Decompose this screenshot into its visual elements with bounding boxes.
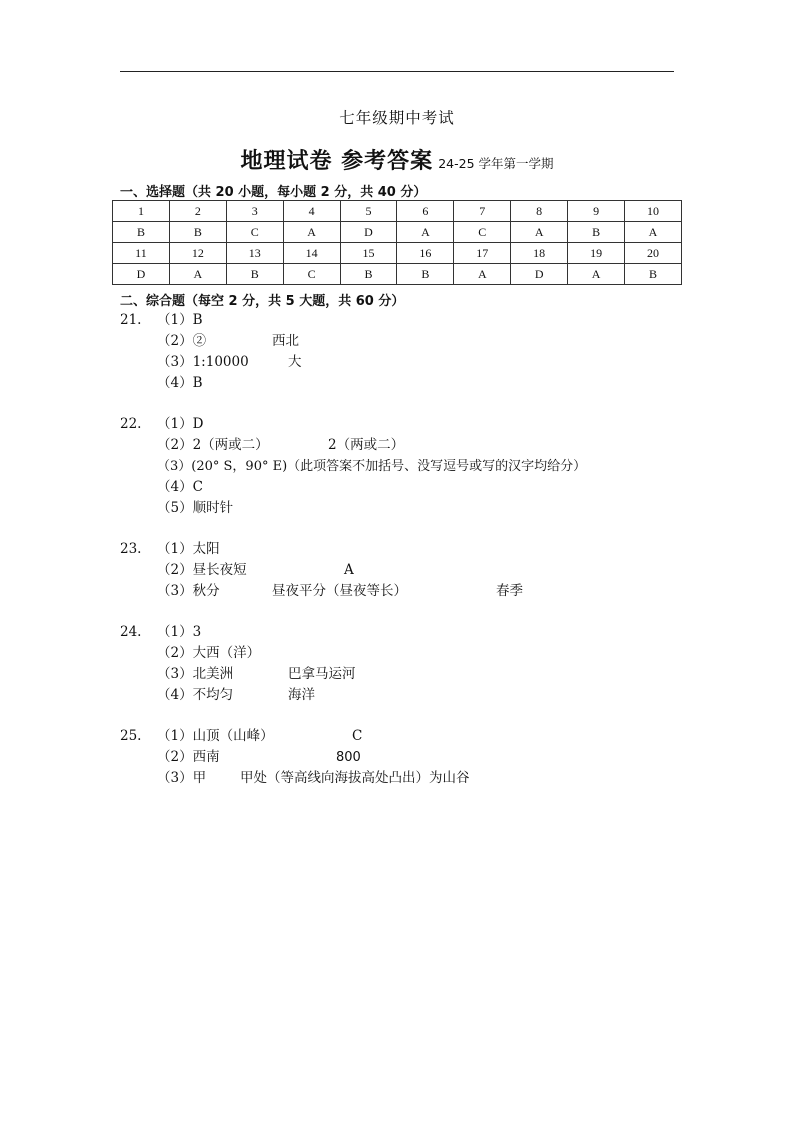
q24-line-4 [120,685,780,706]
answer-text: （1）太阳 [157,541,220,557]
question-number-cell: 5 [340,201,397,222]
answer-cell: C [454,222,511,243]
q22-line-1 [120,414,780,435]
question-25 [120,726,780,789]
question-number: 24. [120,624,142,640]
answer-text: （2）西南 [157,749,220,765]
answer-cell: B [625,264,682,285]
answer-cell: A [283,222,340,243]
answer-cell: A [397,222,454,243]
question-number-cell: 9 [568,201,625,222]
q22-line-3 [120,456,780,477]
answer-text: 海洋 [288,687,315,703]
q22-line-2 [120,435,780,456]
answer-cell: B [397,264,454,285]
answer-text: 800 [336,750,361,765]
answer-text: 昼夜平分（昼夜等长） [272,583,407,599]
answer-text: A [344,562,354,578]
answer-text: 甲处（等高线向海拔高处凸出）为山谷 [240,770,470,786]
q22-line-4 [120,477,780,498]
question-number-cell: 13 [226,243,283,264]
answer-text: （2）2（两或二） [157,437,269,453]
q25-line-2 [120,747,780,768]
q21-line-3 [120,352,780,373]
question-number-cell: 19 [568,243,625,264]
answer-text: （2）昼长夜短 [157,562,247,578]
answer-cell: D [113,264,170,285]
answer-cell: B [113,222,170,243]
answer-text: 2（两或二） [328,437,405,453]
q21-line-2 [120,331,780,352]
q24-line-2 [120,643,780,664]
question-number-cell: 6 [397,201,454,222]
q24-line-1 [120,622,780,643]
answer-row [113,264,682,285]
question-number: 21. [120,312,142,328]
answer-text: 西北 [272,333,299,349]
question-number-cell: 3 [226,201,283,222]
answer-row [113,222,682,243]
question-number: 23. [120,541,142,557]
question-number-cell: 11 [113,243,170,264]
answer-text: （4）不均匀 [157,687,234,703]
answer-text: （3）北美洲 [157,666,234,682]
answer-text: （3）甲 [157,770,207,786]
q25-line-1 [120,726,780,747]
answer-text: （5）顺时针 [157,500,234,516]
question-number-cell: 8 [511,201,568,222]
question-number-row [113,201,682,222]
answer-text: （3）1:10000 [157,354,249,370]
header-rule [120,71,674,72]
question-number-cell: 14 [283,243,340,264]
answer-cell: A [511,222,568,243]
answer-cell: A [625,222,682,243]
question-number-row [113,243,682,264]
answer-text: 春季 [496,583,523,599]
answer-cell: C [283,264,340,285]
answer-text: 巴拿马运河 [288,666,356,682]
question-number: 25. [120,728,142,744]
answer-text: （2）② [157,333,207,349]
answer-text: （2）大西（洋） [157,645,261,661]
answer-cell: C [226,222,283,243]
question-number: 22. [120,416,142,432]
question-number-cell: 16 [397,243,454,264]
answer-text: （3）秋分 [157,583,220,599]
answer-cell: B [340,264,397,285]
question-21 [120,310,780,394]
answer-text: （4）C [157,479,203,495]
q21-line-4 [120,373,780,394]
answer-text: （1）B [157,312,203,328]
q25-line-3 [120,768,780,789]
answer-text: （3）(20° S，90° E)（此项答案不加括号、没写逗号或写的汉字均给分） [157,459,587,474]
q24-line-3 [120,664,780,685]
question-number-cell: 2 [169,201,226,222]
section2-heading: 二、综合题（每空 2 分，共 5 大题，共 60 分） [120,294,405,309]
answer-cell: B [568,222,625,243]
page-title: 地理试卷 参考答案 [240,148,434,174]
q22-line-5 [120,498,780,519]
question-number-cell: 7 [454,201,511,222]
answer-text: 大 [288,354,302,370]
exam-grade: 七年级期中考试 [339,109,455,127]
answer-cell: A [169,264,226,285]
question-number-cell: 17 [454,243,511,264]
question-23 [120,539,780,602]
question-number-cell: 10 [625,201,682,222]
answer-cell: D [511,264,568,285]
question-number-cell: 4 [283,201,340,222]
question-number-cell: 1 [113,201,170,222]
answer-cell: B [226,264,283,285]
question-number-cell: 18 [511,243,568,264]
q23-line-3 [120,581,780,602]
answer-cell: A [568,264,625,285]
q21-line-1 [120,310,780,331]
answer-cell: D [340,222,397,243]
q23-line-1 [120,539,780,560]
q23-line-2 [120,560,780,581]
question-24 [120,622,780,706]
answer-cell: B [169,222,226,243]
title-row [0,144,794,175]
answer-text: （1）D [157,416,204,432]
question-number-cell: 20 [625,243,682,264]
question-22 [120,414,780,519]
answer-text: C [352,728,363,744]
answer-text: （1）山顶（山峰） [157,728,274,744]
answer-text: （4）B [157,375,203,391]
answer-text: （1）3 [157,624,202,640]
question-number-cell: 15 [340,243,397,264]
term-label: 24-25 学年第一学期 [438,156,554,171]
answer-cell: A [454,264,511,285]
choice-answer-table [112,200,682,285]
section1-heading: 一、选择题（共 20 小题，每小题 2 分，共 40 分） [120,185,427,200]
question-number-cell: 12 [169,243,226,264]
